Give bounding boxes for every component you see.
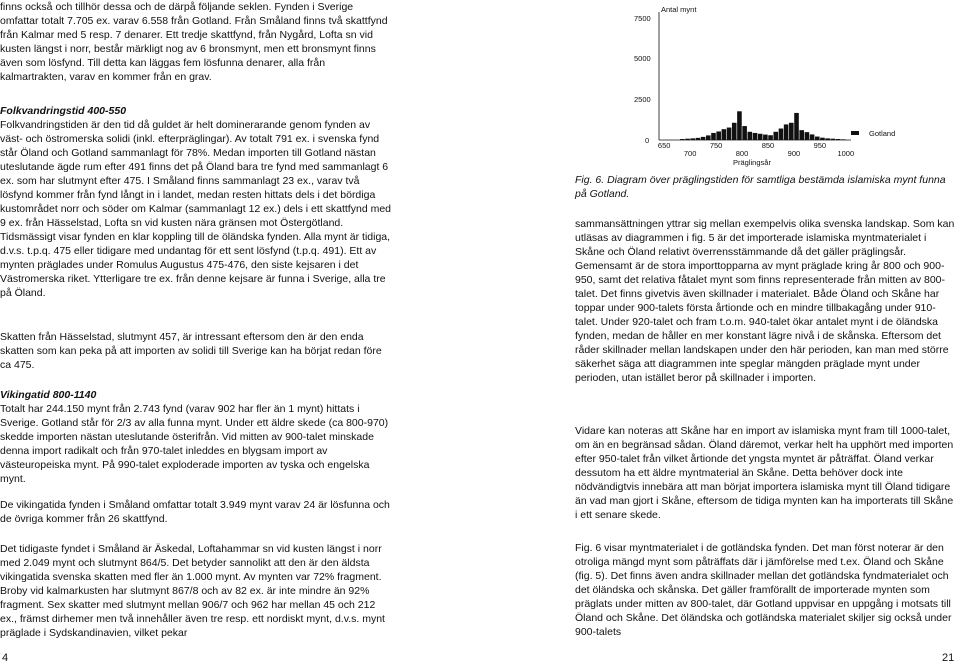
bar-925 [805,132,810,140]
bar-825 [753,133,758,140]
coin-chart [616,0,960,170]
bar-725 [701,137,706,140]
legend-swatch [851,131,859,135]
bar-945 [815,137,820,140]
x-tick-1000: 1000 [837,149,855,158]
bar-815 [748,132,753,140]
bar-885 [784,124,789,140]
bar-955 [820,138,825,140]
heading-folkvandringstid: Folkvandringstid 400-550 [0,105,127,117]
y-tick-7500: 7500 [634,14,651,23]
hasselstad-paragraph: Skatten från Hässelstad, slutmynt 457, är intressant eftersom den är den enda skatten som kan peka på att importen av solidi till Sverige kan ha börjat redan före ca 475. [0,331,382,371]
section-folkvandringstid [0,104,392,300]
bar-785 [732,123,737,140]
bar-875 [779,129,784,140]
x-tick-950: 950 [813,141,827,150]
bar-685 [680,139,685,140]
vikingatid-text: Totalt har 244.150 mynt från 2.743 fynd (varav 902 har fler än 1 mynt) hittats i Sverige. Gotland står för 2/3 av alla funna mynt. Under ett äldre skede (ca 800-970) skedde importen nästan uteslutande österifrån. Vid mitten av 900-talet minskade denna import radikalt och från 970-talet inleddes en blygsam import av västeuropeiska mynt. På 990-talet exploderade importen av tyska och engelska mynt. [0,403,389,485]
bar-735 [706,135,711,140]
bar-745 [711,133,716,140]
bar-765 [722,129,727,140]
bar-905 [794,113,799,140]
earliest-find-paragraph: Det tidigaste fyndet i Småland är Äskedal, Loftahammar sn vid kusten längst i norr med 2.049 mynt och slutmynt 864/5. Det betyder sannolikt att den är den äldsta vikingatida svenska skatten med fler än 1.000 mynt. Av mynten var 72% fragment. Broby vid kalmarkusten har slutmynt 867/8 och av 82 ex. är inte mindre än 92% fragment. Sex skatter med slutmynt mellan 906/7 och 962 har mellan 45 och 212 ex., främst dirhemer men två innehåller även tre resp. ett nordiskt mynt, d.v.s. mynt präglade i Sydskandinavien, vilket pekar [0,543,385,639]
heading-vikingatid: Vikingatid 800-1140 [0,389,97,401]
bar-855 [768,135,773,140]
bar-895 [789,123,794,140]
right-paragraph-3: Fig. 6 visar myntmaterialet i de gotländska fynden. Det man först noterar är den otroliga mängd mynt som påträffats där i jämförelse med t.ex. Öland och Skåne (fig. 5). Det finns även andra skillnader mellan det gotländska fyndmaterialet och det öländska och skånska. Det gäller framförallt de importerade mynten som präglats under mitten av 800-talet, där Gotland uppvisar en uppgång i motsats till Öland och Skåne. Det öländska och gotländska materialet skiljer sig också under 900-talets [575,542,952,638]
bar-845 [763,135,768,140]
bar-865 [773,132,778,140]
bar-695 [685,139,690,140]
bar-715 [696,138,701,140]
intro-paragraph: finns också och tillhör dessa och de därpå följande seklen. Fynden i Sverige omfattar totalt 7.705 ex. varav 6.558 från Gotland. Från Småland finns två skattfynd från Kalmar med 5 resp. 7 denarer. Ett tredje skattfynd, från Nygård, Lofta sn vid kusten längst i norr, består märkligt nog av 6 bronsmynt, men ett bronsmynt finns även som lösfynd. Till detta kan läggas fem lösfunna denarer, alla från kalmartrakten, varav en kommer från en grav. [0,1,388,83]
bar-935 [810,134,815,140]
x-tick-850: 850 [761,141,775,150]
smaland-paragraph: De vikingatida fynden i Småland omfattar totalt 3.949 mynt varav 24 är lösfunna och de övriga kommer från 26 skattfynd. [0,499,390,525]
chart-title: Antal mynt [661,5,697,14]
bar-group [680,111,845,140]
bar-985 [836,139,841,140]
right-paragraph-2: Vidare kan noteras att Skåne har en import av islamiska mynt fram till 1000-talet, om än en begränsad sådan. Öland däremot, verkar helt ha upphört med importen efter 950-talet från vilket årtionde det yngsta myntet är påträffat. Öland verkar dessutom ha ett äldre myntmaterial än Skåne. Detta behöver dock inte nödvändigtvis innebära att man börjat importera islamiska mynt till Öland tidigare än vad man gjort i Skåne, eftersom de tidiga mynten kan ha importerats till Skåne i ett senare skede. [575,425,954,521]
folkvandringstid-text: Folkvandringstiden är den tid då guldet är helt dominerarande genom fynden av väst- och östromerska solidi (inkl. efterpräglingar). Av totalt 791 ex. i svenska fynd står Öland och Gotland sammanlagt för 78%. Medan importen till Gotland nästan uteslutande ägde rum efter 491 finns det på Öland bara tre fynd med sammanlagt 6 ex. som har slutmynt efter 475. I Småland finns sammanlagt 23 ex., varav två lösfynd kommer från fynd långt in i landet, medan resten hittats dels i det bördiga kustområdet norr och söder om Kalmar (sammanlagt 12 ex.) dels i ett skattfynd med 9 ex. från Hässelstad, Lofta sn vid kusten nära gränsen mot Östergötland. Tidsmässigt visar fynden en klar koppling till de öländska fynden. Alla mynt är tidiga, d.v.s. t.p.q. 475 eller tidigare med undantag för ett sent lösfynd (t.p.q. 491). Ett av mynten präglades under Romulus Augustus 475-476, den siste kejsaren i det Västromerska riket. Ytterligare tre ex. från denne kejsare är funna i Sverige, alla tre på Öland. [0,119,391,299]
x-tick-900: 900 [787,149,801,158]
bar-915 [799,130,804,140]
y-tick-0: 0 [645,136,650,145]
bar-835 [758,134,763,140]
y-tick-2500: 2500 [634,95,651,104]
y-tick-5000: 5000 [634,54,651,63]
page-number-right: 21 [942,652,955,664]
bar-705 [690,138,695,140]
bar-965 [825,138,830,140]
x-tick-800: 800 [735,149,749,158]
bar-775 [727,128,732,140]
x-tick-group [658,141,854,158]
section-vikingatid [0,388,392,486]
bar-995 [841,139,846,140]
x-tick-750: 750 [709,141,723,150]
right-paragraph-1: sammansättningen yttrar sig mellan exempelvis olika svenska landskap. Som kan utläsas av diagrammen i fig. 5 är det importerade islamiska myntmaterialet i Skåne och Öland relativt överrensstämmande då det gäller präglingsår. Gemensamt är de stora importtopparna av mynt präglade kring år 800 och 900-950, samt det relativa fåtalet mynt som finns representerade från mitten av 800-talet. Det finns givetvis även skillnader i materialet. Både Öland och Skåne har toppar under 900-talets första årtionde och en mindre tillbakagång under 910-talet. Under 920-talet och fram t.o.m. 940-talet ökar antalet mynt i de öländska fynden, medan de håller en mer konstant lägre nivå i de skånska. Eftersom det råder skillnader mellan landskapen under den här perioden, kan man med större säkerhet säga att diagrammen inte speglar mängden präglade mynt under perioden, utan istället beror på skillnader i importen. [575,218,955,384]
bar-795 [737,111,742,140]
x-axis-label: Präglingsår [733,158,771,167]
bar-805 [742,126,747,140]
figure-caption: Fig. 6. Diagram över präglingstiden för samtliga bestämda islamiska mynt funna på Gotland. [575,174,946,200]
page-number-left: 4 [2,652,9,664]
x-tick-650: 650 [657,141,671,150]
bar-975 [831,139,836,140]
bar-755 [716,131,721,140]
x-tick-700: 700 [683,149,697,158]
legend-label: Gotland [869,129,896,138]
